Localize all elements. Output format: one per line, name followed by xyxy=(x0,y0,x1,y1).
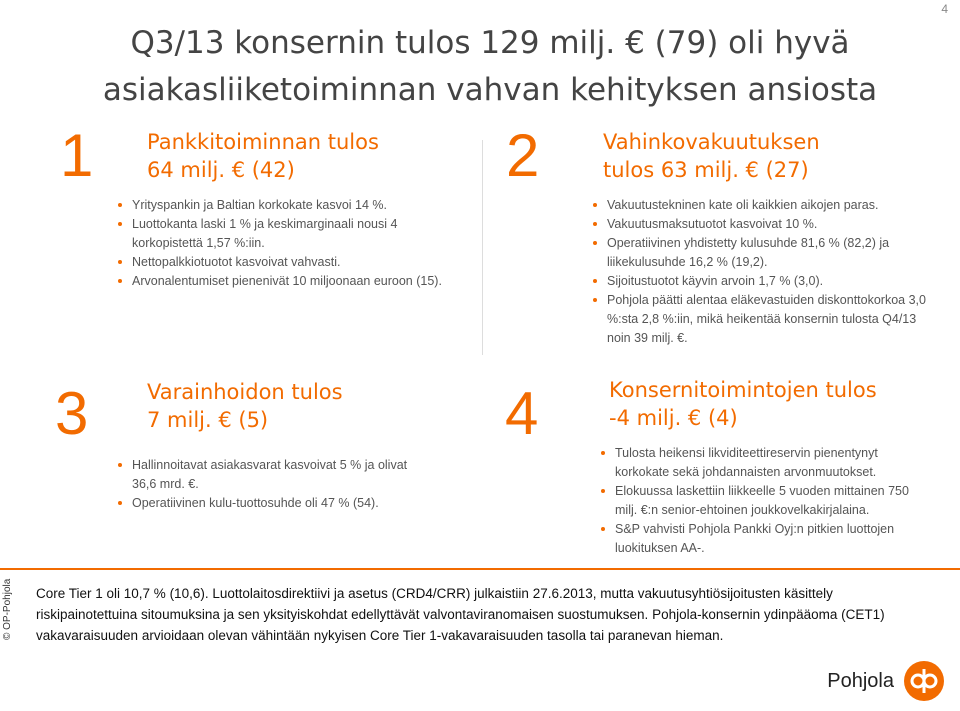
section-1-number: 1 xyxy=(60,122,94,189)
list-item: Operatiivinen yhdistetty kulusuhde 81,6 % (82,2) ja liikekulusuhde 16,2 % (19,2). xyxy=(593,234,933,272)
section-1-heading xyxy=(147,128,379,184)
list-item: Yrityspankin ja Baltian korkokate kasvoi 14 %. xyxy=(118,196,448,215)
section-3-heading xyxy=(147,378,343,434)
list-item: Operatiivinen kulu-tuottosuhde oli 47 % (54). xyxy=(118,494,428,513)
logo-text: Pohjola xyxy=(827,669,894,692)
pohjola-logo-icon xyxy=(904,661,944,701)
column-divider xyxy=(482,140,483,355)
list-item: Tulosta heikensi likviditeettireservin pienentynyt korkokate sekä johdannaisten arvonmuutokset. xyxy=(601,444,931,482)
list-item: Elokuussa laskettiin liikkeelle 5 vuoden mittainen 750 milj. €:n senior-ehtoinen joukkovelkakirjalaina. xyxy=(601,482,931,520)
list-item: Nettopalkkiotuotot kasvoivat vahvasti. xyxy=(118,253,448,272)
section-2-number: 2 xyxy=(506,122,540,189)
copyright: © OP-Pohjola xyxy=(2,578,13,640)
list-item: Luottokanta laski 1 % ja keskimarginaali nousi 4 korkopistettä 1,57 %:iin. xyxy=(118,215,448,253)
section-2-bullets xyxy=(593,196,933,348)
section-4-heading-line-2: -4 milj. € (4) xyxy=(609,406,738,430)
page-number: 4 xyxy=(941,2,948,16)
section-4-number: 4 xyxy=(505,380,539,447)
section-3-bullets xyxy=(118,456,428,513)
title-line-1: Q3/13 konsernin tulos 129 milj. € (79) oli hyvä xyxy=(130,25,850,61)
section-1-bullets xyxy=(118,196,448,291)
list-item: Sijoitustuotot käyvin arvoin 1,7 % (3,0). xyxy=(593,272,933,291)
list-item: Vakuutustekninen kate oli kaikkien aikojen paras. xyxy=(593,196,933,215)
list-item: S&P vahvisti Pohjola Pankki Oyj:n pitkien luottojen luokituksen AA-. xyxy=(601,520,931,558)
title-line-2: asiakasliiketoiminnan vahvan kehityksen ansiosta xyxy=(102,72,878,108)
page-title xyxy=(90,20,890,114)
list-item: Arvonalentumiset pienenivät 10 miljoonaan euroon (15). xyxy=(118,272,448,291)
section-1-heading-line-1: Pankkitoiminnan tulos xyxy=(147,130,379,154)
section-2-heading-line-1: Vahinkovakuutuksen xyxy=(603,130,820,154)
footnote: Core Tier 1 oli 10,7 % (10,6). Luottolaitosdirektiivi ja asetus (CRD4/CRR) julkaistiin 27.6.2013, mutta vakuutusyhtiösijoitusten käsittely riskipainotettuina sitoumuksina ja sen yksityiskohdat edellyttävät valvontaviranomaisen suostumuksen. Pohjola-konsernin ydinpääoma (CET1) vakavaraisuuden arvioidaan olevan vähintään nykyisen Core Tier 1-vakavaraisuuden tasolla tai paranevan hieman. xyxy=(36,586,885,643)
list-item: Pohjola päätti alentaa eläkevastuiden diskonttokorkoa 3,0 %:sta 2,8 %:iin, mikä heikentää konsernin tulosta Q4/13 noin 39 milj. €. xyxy=(593,291,933,348)
list-item: Vakuutusmaksutuotot kasvoivat 10 %. xyxy=(593,215,933,234)
section-4-heading-line-1: Konsernitoimintojen tulos xyxy=(609,378,877,402)
footer-divider xyxy=(0,568,960,570)
section-2-heading-line-2: tulos 63 milj. € (27) xyxy=(603,158,809,182)
section-1-heading-line-2: 64 milj. € (42) xyxy=(147,158,295,182)
list-item: Hallinnoitavat asiakasvarat kasvoivat 5 % ja olivat 36,6 mrd. €. xyxy=(118,456,428,494)
section-3-heading-line-1: Varainhoidon tulos xyxy=(147,380,343,404)
section-2-heading xyxy=(603,128,820,184)
section-3-heading-line-2: 7 milj. € (5) xyxy=(147,408,269,432)
pohjola-logo xyxy=(827,661,944,701)
section-3-number: 3 xyxy=(55,380,89,447)
section-4-bullets xyxy=(601,444,931,558)
section-4-heading xyxy=(609,376,877,432)
